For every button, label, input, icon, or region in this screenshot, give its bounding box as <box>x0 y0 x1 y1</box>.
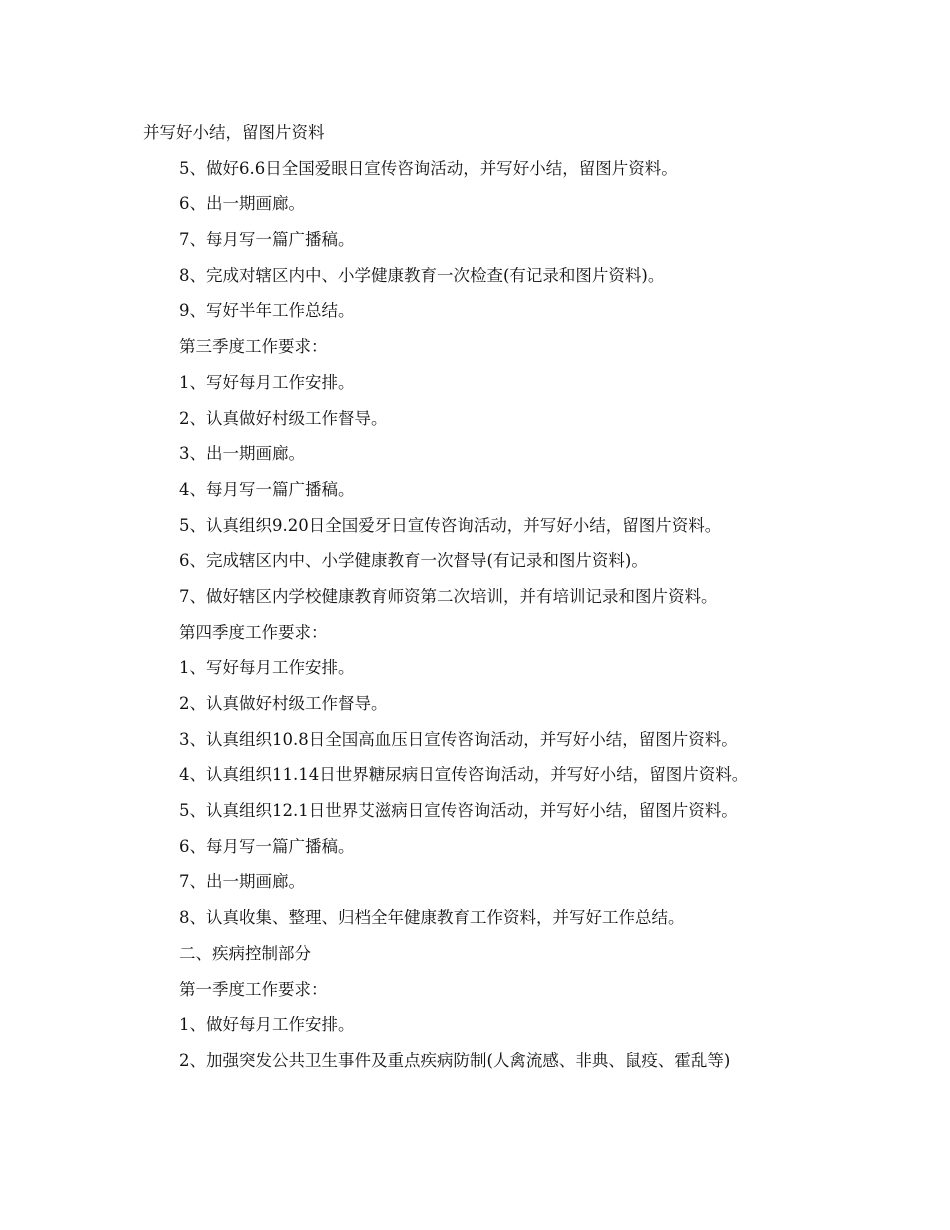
text-line: 3、出一期画廊。 <box>179 444 305 464</box>
text-line: 5、做好6.6日全国爱眼日宣传咨询活动，并写好小结，留图片资料。 <box>179 158 678 178</box>
text-line: 6、完成辖区内中、小学健康教育一次督导(有记录和图片资料)。 <box>179 551 648 571</box>
text-line: 5、认真组织12.1日世界艾滋病日宣传咨询活动，并写好小结，留图片资料。 <box>179 801 738 821</box>
text-line: 1、做好每月工作安排。 <box>179 1015 355 1035</box>
section-heading-q1: 第一季度工作要求： <box>179 979 328 999</box>
text-line: 8、认真收集、整理、归档全年健康教育工作资料，并写好工作总结。 <box>179 908 685 928</box>
text-line: 2、加强突发公共卫生事件及重点疾病防制(人禽流感、非典、鼠疫、霍乱等) <box>179 1050 731 1070</box>
text-line: 7、做好辖区内学校健康教育师资第二次培训，并有培训记录和图片资料。 <box>179 586 718 606</box>
section-heading-q4: 第四季度工作要求： <box>179 622 328 642</box>
text-line: 9、写好半年工作总结。 <box>179 301 355 321</box>
text-line: 5、认真组织9.20日全国爱牙日宣传咨询活动，并写好小结，留图片资料。 <box>179 515 722 535</box>
text-line: 4、每月写一篇广播稿。 <box>179 479 355 499</box>
text-line: 7、出一期画廊。 <box>179 872 305 892</box>
text-line: 7、每月写一篇广播稿。 <box>179 230 355 250</box>
text-line: 4、认真组织11.14日世界糖尿病日宣传咨询活动，并写好小结，留图片资料。 <box>179 765 749 785</box>
text-line: 1、写好每月工作安排。 <box>179 658 355 678</box>
text-line: 3、认真组织10.8日全国高血压日宣传咨询活动，并写好小结，留图片资料。 <box>179 729 738 749</box>
section-heading-q3: 第三季度工作要求： <box>179 337 328 357</box>
text-line: 2、认真做好村级工作督导。 <box>179 408 388 428</box>
document-body <box>143 115 833 1079</box>
text-line: 6、出一期画廊。 <box>179 194 305 214</box>
text-line: 2、认真做好村级工作督导。 <box>179 694 388 713</box>
text-line: 6、每月写一篇广播稿。 <box>179 836 355 856</box>
text-line: 8、完成对辖区内中、小学健康教育一次检查(有记录和图片资料)。 <box>179 265 665 285</box>
text-line-continuation: 并写好小结，留图片资料 <box>143 123 325 142</box>
section-heading-disease-control: 二、疾病控制部分 <box>179 943 311 963</box>
text-line: 1、写好每月工作安排。 <box>179 372 355 392</box>
